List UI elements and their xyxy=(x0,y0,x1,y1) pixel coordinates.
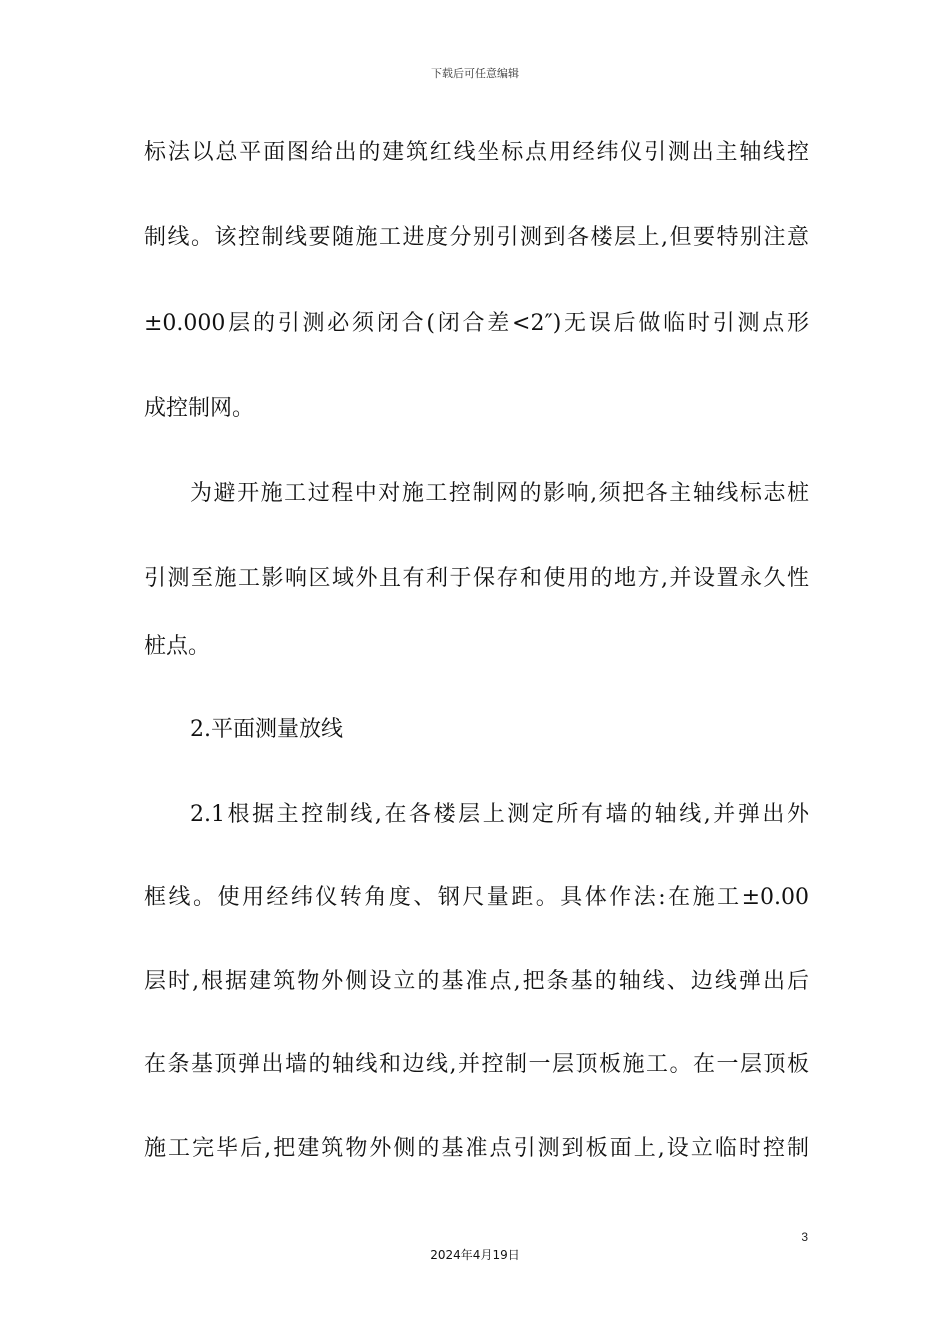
body-line-10: 框线。使用经纬仪转角度、钢尺量距。具体作法:在施工±0.00 xyxy=(144,885,809,910)
page-footer-date: 2024年4月19日 xyxy=(430,1248,520,1262)
body-line-11: 层时,根据建筑物外侧设立的基准点,把条基的轴线、边线弹出后 xyxy=(144,969,809,994)
body-line-5: 为避开施工过程中对施工控制网的影响,须把各主轴线标志桩 xyxy=(190,481,809,506)
page-number: 3 xyxy=(801,1230,808,1244)
body-line-4: 成控制网。 xyxy=(144,396,255,421)
body-line-13: 施工完毕后,把建筑物外侧的基准点引测到板面上,设立临时控制 xyxy=(144,1136,809,1161)
section-heading: 2.平面测量放线 xyxy=(190,717,343,742)
body-line-1: 标法以总平面图给出的建筑红线坐标点用经纬仪引测出主轴线控 xyxy=(144,140,809,165)
body-line-9: 2.1根据主控制线,在各楼层上测定所有墙的轴线,并弹出外 xyxy=(190,802,809,827)
body-line-3: ±0.000层的引测必须闭合(闭合差<2″)无误后做临时引测点形 xyxy=(144,311,809,336)
body-line-7: 桩点。 xyxy=(144,634,211,659)
body-line-2: 制线。该控制线要随施工进度分别引测到各楼层上,但要特别注意 xyxy=(144,225,809,250)
body-line-12: 在条基顶弹出墙的轴线和边线,并控制一层顶板施工。在一层顶板 xyxy=(144,1052,809,1077)
page-header: 下载后可任意编辑 xyxy=(431,67,519,80)
body-line-6: 引测至施工影响区域外且有利于保存和使用的地方,并设置永久性 xyxy=(144,566,809,591)
